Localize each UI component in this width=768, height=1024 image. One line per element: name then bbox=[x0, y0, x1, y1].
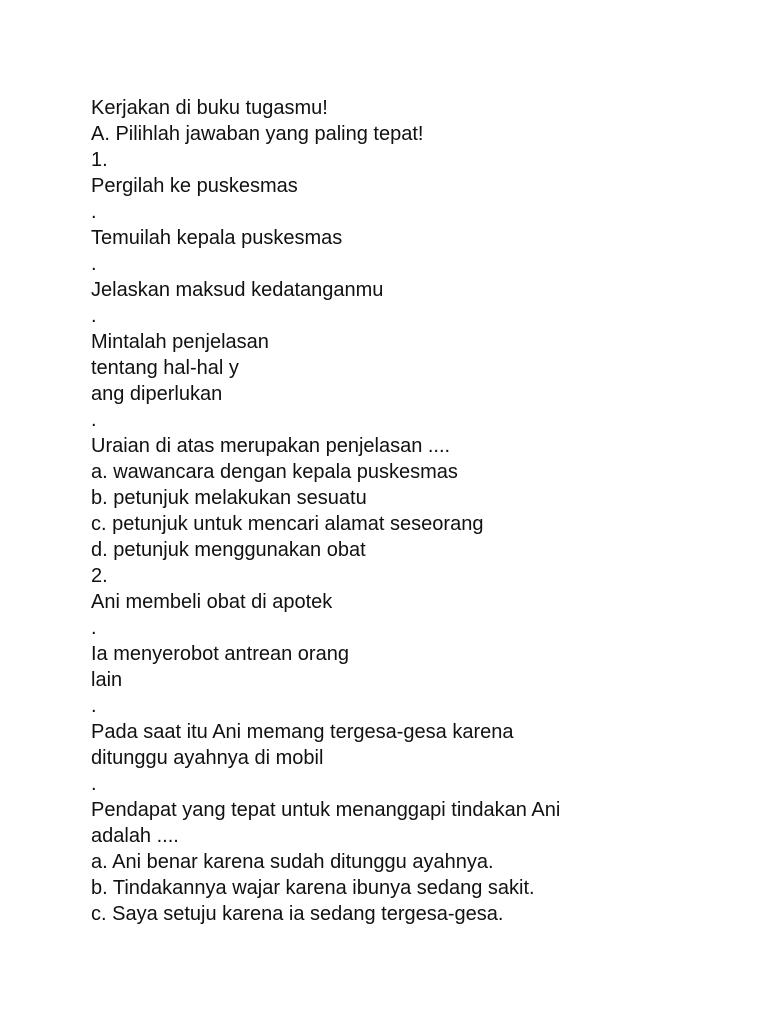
question-1-text-line: . bbox=[91, 305, 97, 327]
question-2-text-line: ditunggu ayahnya di mobil bbox=[91, 747, 324, 769]
question-2-text-line: Ani membeli obat di apotek bbox=[91, 591, 333, 613]
question-1-option-b: b. petunjuk melakukan sesuatu bbox=[91, 487, 367, 509]
question-1-text-line: Jelaskan maksud kedatanganmu bbox=[91, 279, 384, 301]
question-1-text-line: tentang hal-hal y bbox=[91, 357, 239, 379]
question-1-text-line: Pergilah ke puskesmas bbox=[91, 175, 298, 197]
question-2-option-a: a. Ani benar karena sudah ditunggu ayahnya. bbox=[91, 851, 494, 873]
question-1-text-line: ang diperlukan bbox=[91, 383, 223, 405]
question-1-text-line: . bbox=[91, 409, 97, 431]
question-2-text-line: . bbox=[91, 695, 97, 717]
question-2-text-line: . bbox=[91, 617, 97, 639]
question-2-text-line: lain bbox=[91, 669, 123, 691]
question-2-text-line: . bbox=[91, 773, 97, 795]
section-heading: A. Pilihlah jawaban yang paling tepat! bbox=[91, 123, 424, 145]
question-1-text-line: Temuilah kepala puskesmas bbox=[91, 227, 343, 249]
question-1-option-c: c. petunjuk untuk mencari alamat seseorang bbox=[91, 513, 484, 535]
question-1-text-line: . bbox=[91, 253, 97, 275]
question-2-option-b: b. Tindakannya wajar karena ibunya sedang sakit. bbox=[91, 877, 535, 899]
question-1-text-line: Mintalah penjelasan bbox=[91, 331, 269, 353]
question-number-1: 1. bbox=[91, 149, 108, 171]
question-2-option-c: c. Saya setuju karena ia sedang tergesa-gesa. bbox=[91, 903, 504, 925]
question-1-text-line: . bbox=[91, 201, 97, 223]
question-2-text-line: Pada saat itu Ani memang tergesa-gesa karena bbox=[91, 721, 514, 743]
question-1-option-d: d. petunjuk menggunakan obat bbox=[91, 539, 366, 561]
question-2-text-line: Ia menyerobot antrean orang bbox=[91, 643, 349, 665]
question-number-2: 2. bbox=[91, 565, 108, 587]
question-1-prompt: Uraian di atas merupakan penjelasan .... bbox=[91, 435, 451, 457]
instruction-line: Kerjakan di buku tugasmu! bbox=[91, 97, 328, 119]
document-text bbox=[91, 95, 731, 927]
question-1-option-a: a. wawancara dengan kepala puskesmas bbox=[91, 461, 458, 483]
question-2-prompt-continued: adalah .... bbox=[91, 825, 179, 847]
question-2-prompt: Pendapat yang tepat untuk menanggapi tindakan Ani bbox=[91, 799, 561, 821]
